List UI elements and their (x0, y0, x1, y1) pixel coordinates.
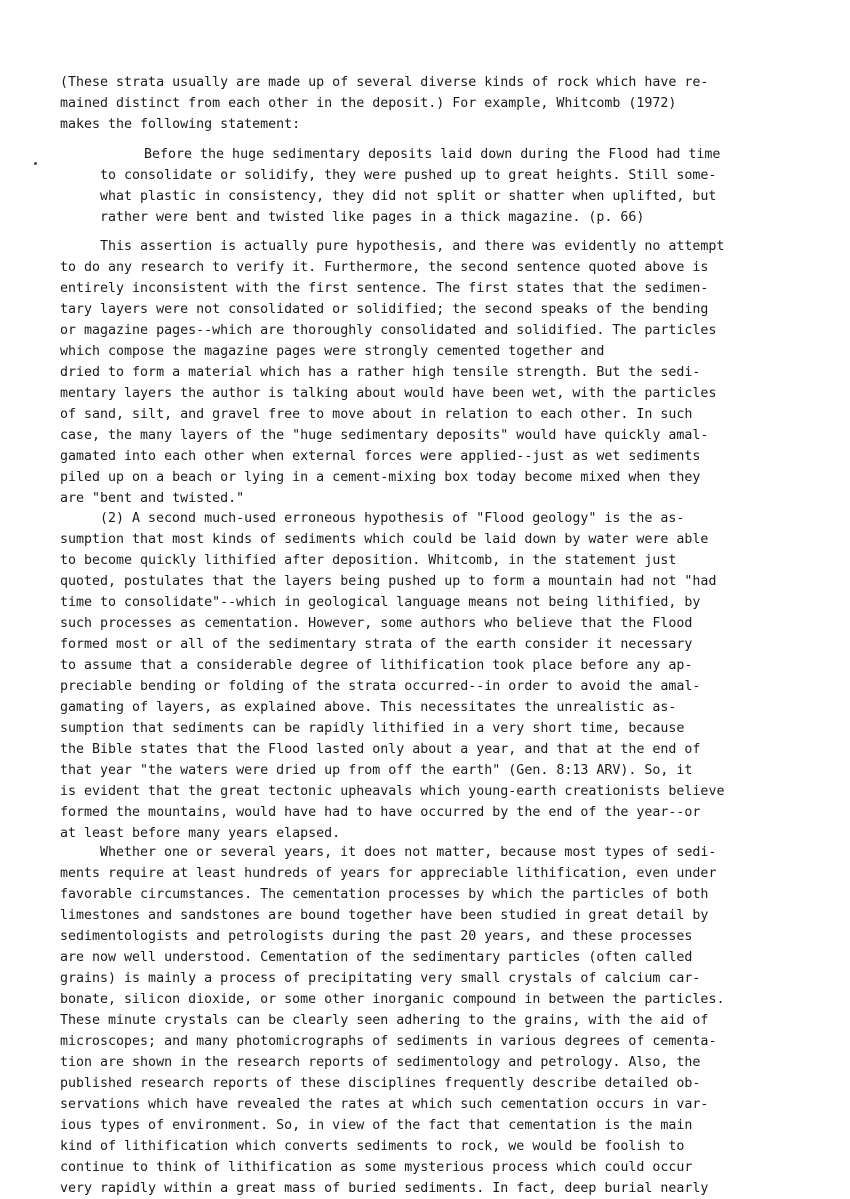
text-line: kind of lithification which converts sediments to rock, we would be foolish to (60, 1139, 685, 1154)
text-line: time to consolidate"--which in geological language means not being lithified, by (60, 595, 701, 610)
text-line: Whether one or several years, it does not matter, because most types of sedi- (100, 845, 717, 860)
text-line: bonate, silicon dioxide, or some other inorganic compound in between the particles. (60, 992, 725, 1007)
text-line: to become quickly lithified after deposition. Whitcomb, in the statement just (60, 553, 677, 568)
text-line: quoted, postulates that the layers being pushed up to form a mountain had not "had (60, 574, 717, 589)
text-line: servations which have revealed the rates at which such cementation occurs in var- (60, 1097, 709, 1112)
text-line: what plastic in consistency, they did not split or shatter when uplifted, but (100, 189, 717, 204)
text-line: These minute crystals can be clearly seen adhering to the grains, with the aid of (60, 1013, 709, 1028)
text-line: makes the following statement: (60, 117, 301, 132)
text-line: to consolidate or solidify, they were pushed up to great heights. Still some- (100, 168, 717, 183)
text-line: sumption that most kinds of sediments which could be laid down by water were able (60, 532, 709, 547)
text-line: sedimentologists and petrologists during the past 20 years, and these processes (60, 929, 693, 944)
paragraph-assertion (60, 236, 812, 509)
paragraph-intro (60, 72, 812, 135)
text-line: (2) A second much-used erroneous hypothesis of "Flood geology" is the as- (100, 511, 685, 526)
text-line: entirely inconsistent with the first sentence. The first states that the sedimen- (60, 281, 709, 296)
text-line: mained distinct from each other in the deposit.) For example, Whitcomb (1972) (60, 96, 677, 111)
text-line: is evident that the great tectonic upheavals which young-earth creationists believe (60, 784, 725, 799)
block-quote (100, 144, 810, 228)
text-line: mentary layers the author is talking about would have been wet, with the particles (60, 386, 717, 401)
text-line: piled up on a beach or lying in a cement-mixing box today become mixed when they (60, 470, 701, 485)
text-line: sumption that sediments can be rapidly lithified in a very short time, because (60, 721, 685, 736)
text-line: ious types of environment. So, in view of the fact that cementation is the main (60, 1118, 693, 1133)
text-line: tary layers were not consolidated or solidified; the second speaks of the bending (60, 302, 709, 317)
text-line: the Bible states that the Flood lasted only about a year, and that at the end of (60, 742, 701, 757)
text-line: to assume that a considerable degree of lithification took place before any ap- (60, 658, 693, 673)
text-line: are now well understood. Cementation of the sedimentary particles (often called (60, 950, 693, 965)
text-line: tion are shown in the research reports of sedimentology and petrology. Also, the (60, 1055, 701, 1070)
text-line: which compose the magazine pages were strongly cemented together and (60, 344, 605, 359)
text-line: or magazine pages--which are thoroughly consolidated and solidified. The particles (60, 323, 717, 338)
paragraph-hypothesis-2 (60, 508, 812, 844)
text-line: limestones and sandstones are bound together have been studied in great detail by (60, 908, 709, 923)
text-line: This assertion is actually pure hypothesis, and there was evidently no attempt (100, 239, 725, 254)
text-line: case, the many layers of the "huge sedimentary deposits" would have quickly amal- (60, 428, 709, 443)
text-line: continue to think of lithification as some mysterious process which could occur (60, 1160, 693, 1175)
text-line: microscopes; and many photomicrographs of sediments in various degrees of cementa- (60, 1034, 717, 1049)
text-line: rather were bent and twisted like pages in a thick magazine. (p. 66) (100, 210, 645, 225)
text-line: gamating of layers, as explained above. This necessitates the unrealistic as- (60, 700, 677, 715)
text-line: are "bent and twisted." (60, 491, 245, 506)
text-line: (These strata usually are made up of several diverse kinds of rock which have re- (60, 75, 709, 90)
text-line: ments require at least hundreds of years for appreciable lithification, even under (60, 866, 717, 881)
text-line: very rapidly within a great mass of buried sediments. In fact, deep burial nearly (60, 1181, 709, 1196)
text-line: at least before many years elapsed. (60, 826, 341, 841)
text-line: formed the mountains, would have had to have occurred by the end of the year--or (60, 805, 701, 820)
text-line: published research reports of these disciplines frequently describe detailed ob- (60, 1076, 701, 1091)
text-line: formed most or all of the sedimentary strata of the earth consider it necessary (60, 637, 693, 652)
text-line: to do any research to verify it. Furthermore, the second sentence quoted above is (60, 260, 709, 275)
text-line: of sand, silt, and gravel free to move about in relation to each other. In such (60, 407, 693, 422)
text-line: gamated into each other when external forces were applied--just as wet sediments (60, 449, 701, 464)
text-line: that year "the waters were dried up from off the earth" (Gen. 8:13 ARV). So, it (60, 763, 693, 778)
text-line: preciable bending or folding of the strata occurred--in order to avoid the amal- (60, 679, 701, 694)
text-line: grains) is mainly a process of precipitating very small crystals of calcium car- (60, 971, 701, 986)
margin-mark (34, 162, 37, 165)
text-line: dried to form a material which has a rather high tensile strength. But the sedi- (60, 365, 701, 380)
text-line: such processes as cementation. However, some authors who believe that the Flood (60, 616, 693, 631)
text-line: Before the huge sedimentary deposits laid down during the Flood had time (144, 147, 721, 162)
paragraph-lithification (60, 842, 812, 1199)
text-line: favorable circumstances. The cementation processes by which the particles of both (60, 887, 709, 902)
